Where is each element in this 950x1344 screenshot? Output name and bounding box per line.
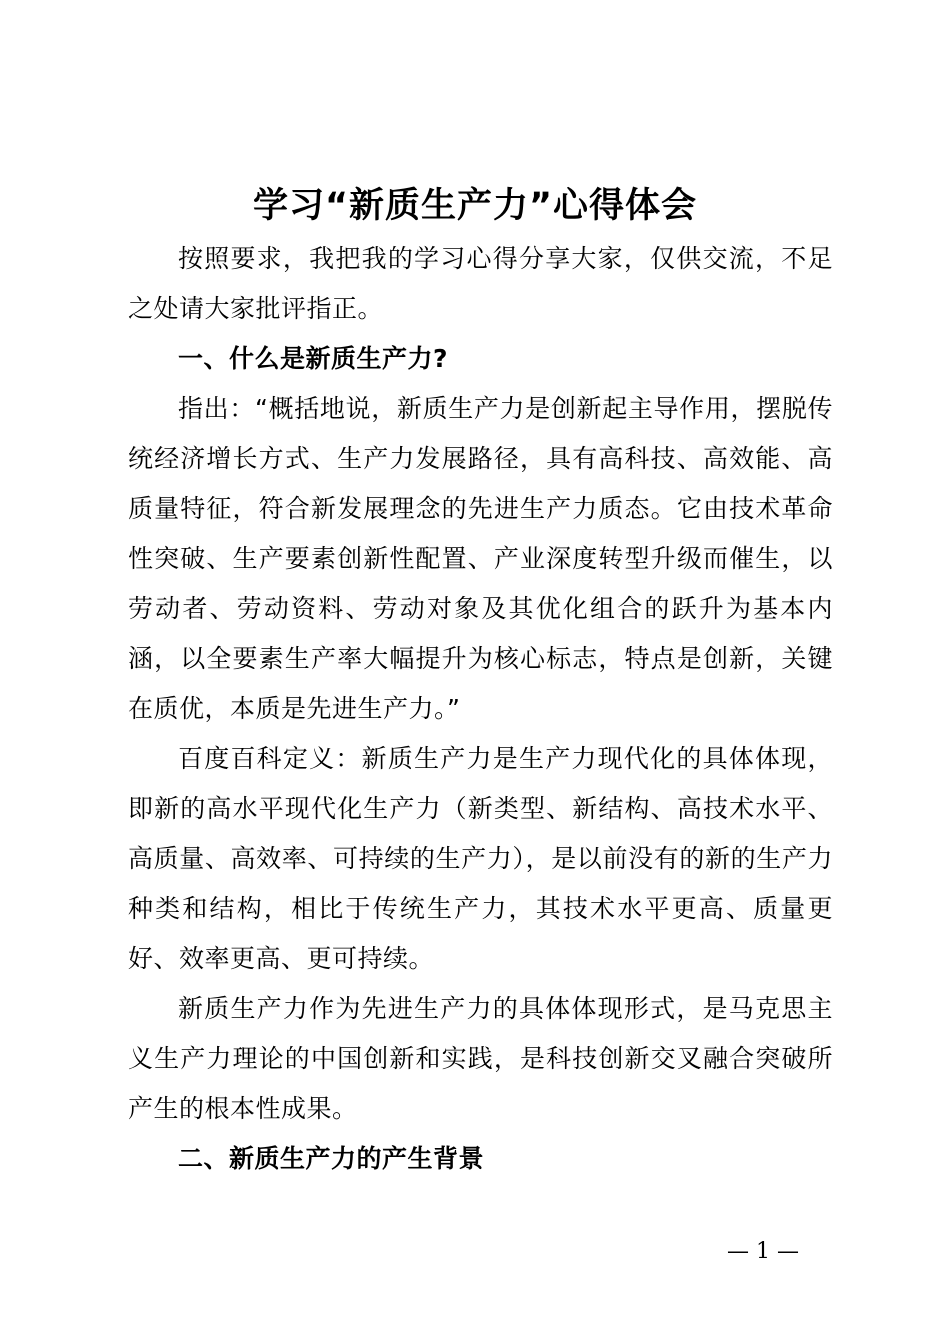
document-title: 学习“新质生产力”心得体会 [252,186,697,226]
quote-paragraph: 指出：“概括地说，新质生产力是创新起主导作用，摆脱传统经济增长方式、生产力发展路径，具有高科技、高效能、高质量特征，符合新发展理念的先进生产力质态。它由技术革命性突破、生产要素创新性配置、产业深度转型升级而催生，以劳动者、劳动资料、劳动对象及其优化组合的跃升为基本内涵，以全要素生产率大幅提升为核心标志，特点是创新，关键在质优，本质是先进生产力。” [128,394,833,723]
intro-paragraph: 按照要求，我把我的学习心得分享大家，仅供交流，不足之处请大家批评指正。 [128,244,833,323]
baike-definition-paragraph: 百度百科定义：新质生产力是生产力现代化的具体体现，即新的高水平现代化生产力（新类型、新结构、高技术水平、高质量、高效率、可持续的生产力），是以前没有的新的生产力种类和结构，相比于传统生产力，其技术水平更高、质量更好、效率更高、更可持续。 [128,744,833,973]
page-number: — 1 — [727,1239,799,1264]
section-heading-what-is: 一、什么是新质生产力? [178,344,449,373]
theory-paragraph: 新质生产力作为先进生产力的具体体现形式，是马克思主义生产力理论的中国创新和实践，是科技创新交叉融合突破所产生的根本性成果。 [128,994,833,1123]
section-heading-background: 二、新质生产力的产生背景 [178,1144,485,1173]
document-body [128,234,833,1184]
